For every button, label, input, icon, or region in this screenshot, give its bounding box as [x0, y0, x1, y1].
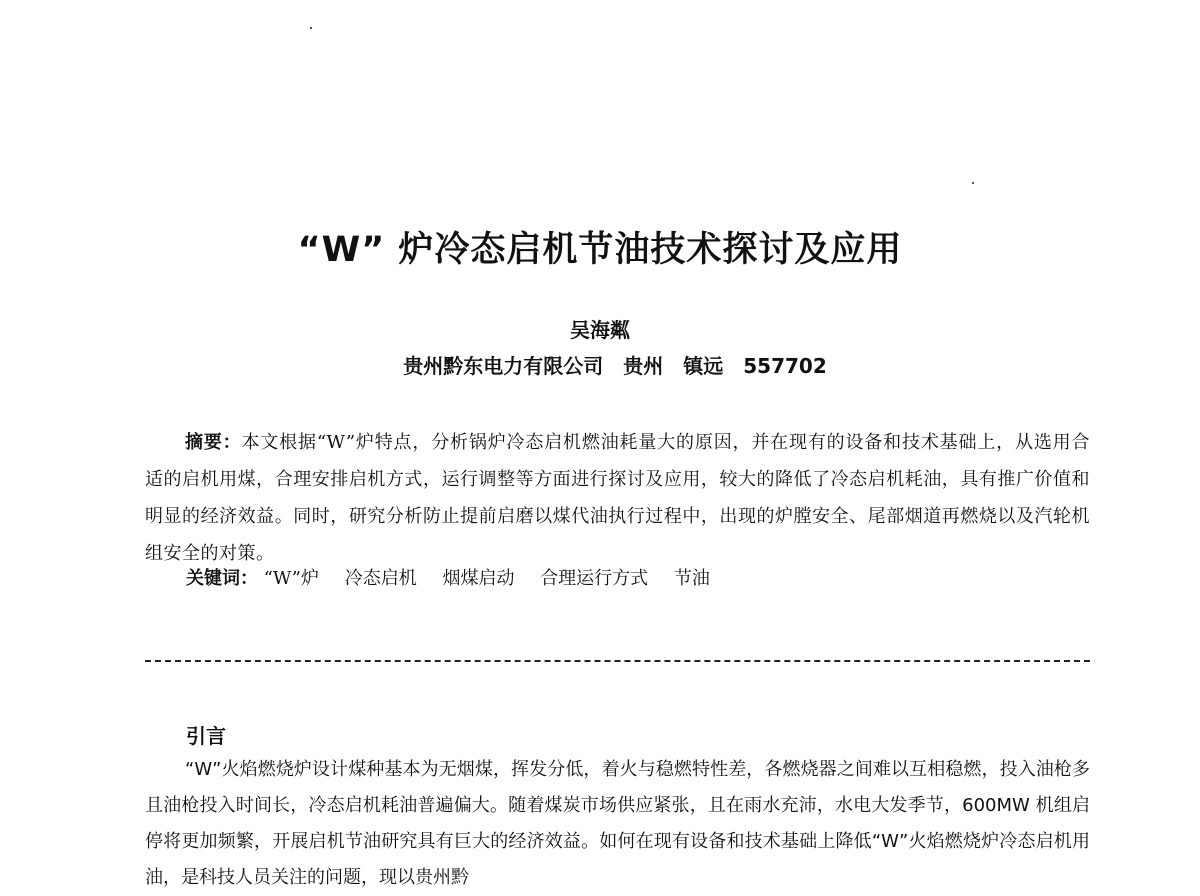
abstract	[145, 424, 1090, 572]
keywords	[186, 564, 1086, 594]
keyword-item: 合理运行方式	[540, 568, 649, 589]
keyword-item: “W”炉	[263, 568, 319, 589]
keywords-label: 关键词：	[186, 568, 258, 589]
keyword-item: 烟煤启动	[442, 568, 515, 589]
abstract-label: 摘要：	[185, 432, 242, 453]
affiliation: 贵州黔东电力有限公司 贵州 镇远 557702	[403, 354, 827, 378]
author-name: 吴海粼	[570, 318, 630, 342]
keyword-item: 冷态启机	[344, 568, 417, 589]
intro-text: “W”火焰燃烧炉设计煤种基本为无烟煤，挥发分低，着火与稳燃特性差，各燃烧器之间难以互相稳燃，投入油枪多且油枪投入时间长，冷态启机耗油普遍偏大。随着煤炭市场供应紧张，且在雨水充沛，水电大发季节，600MW 机组启停将更加频繁，开展启机节油研究具有巨大的经济效益。如何在现有设备和技术基础上降低“W”火焰燃烧炉冷态启机用油，是科技人员关注的问题，现以贵州黔	[145, 759, 1090, 888]
section-heading: 引言	[186, 724, 226, 748]
scan-speck	[972, 182, 974, 184]
keyword-item: 节油	[673, 568, 710, 589]
scan-speck	[310, 27, 312, 29]
section-divider	[145, 660, 1090, 662]
intro-paragraph	[145, 752, 1090, 896]
abstract-text: 本文根据“W”炉特点，分析锅炉冷态启机燃油耗量大的原因，并在现有的设备和技术基础上，从选用合适的启机用煤，合理安排启机方式，运行调整等方面进行探讨及应用，较大的降低了冷态启机耗油，具有推广价值和明显的经济效益。同时，研究分析防止提前启磨以煤代油执行过程中，出现的炉膛安全、尾部烟道再燃烧以及汽轮机组安全的对策。	[145, 432, 1090, 564]
paper-title: “W” 炉冷态启机节油技术探讨及应用	[297, 230, 903, 270]
